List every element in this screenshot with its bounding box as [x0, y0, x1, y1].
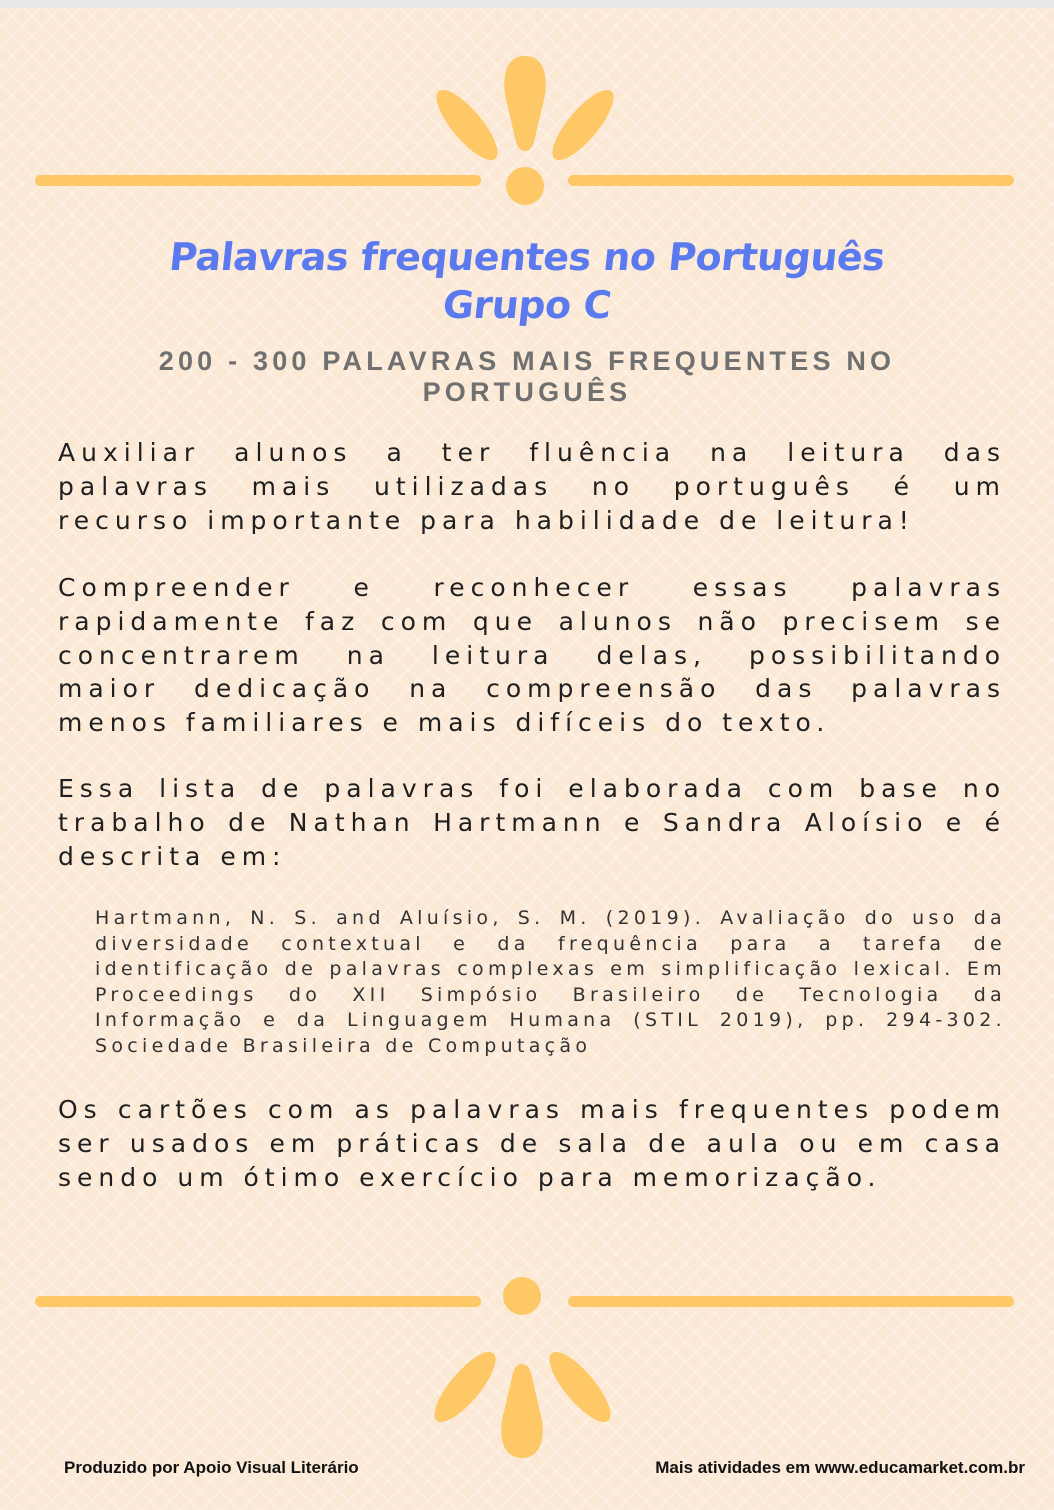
usage-paragraph: Os cartões com as palavras mais frequentes podem ser usados em práticas de sala de aula ou em casa sendo um ótimo exercício para memorização. [58, 1095, 1006, 1192]
ornament-petal-right [540, 1344, 620, 1431]
ornament-dot [506, 167, 544, 205]
ornament-line-left [35, 175, 481, 186]
footer-credit: Produzido por Apoio Visual Literário [64, 1458, 359, 1477]
page-subtitle: 200 - 300 PALAVRAS MAIS FREQUENTES NO PORTUGUÊS [158, 346, 896, 407]
page-title-group: Grupo C [440, 283, 614, 327]
page-title: Palavras frequentes no Português [167, 235, 887, 279]
bottom-ornament [0, 1270, 1054, 1470]
footer-website: Mais atividades em www.educamarket.com.br [655, 1458, 1025, 1477]
intro-paragraph: Auxiliar alunos a ter fluência na leitura das palavras mais utilizadas no português é um recurso importante para habilidade de leitura! [58, 438, 1006, 535]
top-ornament [0, 50, 1054, 250]
ornament-line-right [568, 175, 1014, 186]
ornament-petal-right [543, 82, 623, 169]
ornament-line-left [35, 1296, 481, 1307]
top-border-strip [0, 0, 1054, 8]
ornament-petal-center [501, 1364, 542, 1458]
ornament-petal-left [425, 1344, 505, 1431]
ornament-petal-left [427, 82, 507, 169]
ornament-line-right [568, 1296, 1014, 1307]
ornament-dot [503, 1277, 541, 1315]
explanation-paragraph: Compreender e reconhecer essas palavras rapidamente faz com que alunos não precisem se concentrarem na leitura delas, possibilitando maior dedicação na compreensão das palavras menos familiares e mais difíceis do texto. [58, 573, 1006, 738]
ornament-petal-center [504, 56, 545, 151]
source-paragraph: Essa lista de palavras foi elaborada com base no trabalho de Nathan Hartmann e Sandra Aloísio e é descrita em: [58, 774, 1006, 871]
reference-citation: Hartmann, N. S. and Aluísio, S. M. (2019). Avaliação do uso da diversidade contextual e da frequência para a tarefa de identificação de palavras complexas em simplificação lexical. Em Proceedings do XII Simpósio Brasileiro de Tecnologia da Informação e da Linguagem Humana (STIL 2019), pp. 294-302. Sociedade Brasileira de Computação [95, 907, 1006, 1057]
